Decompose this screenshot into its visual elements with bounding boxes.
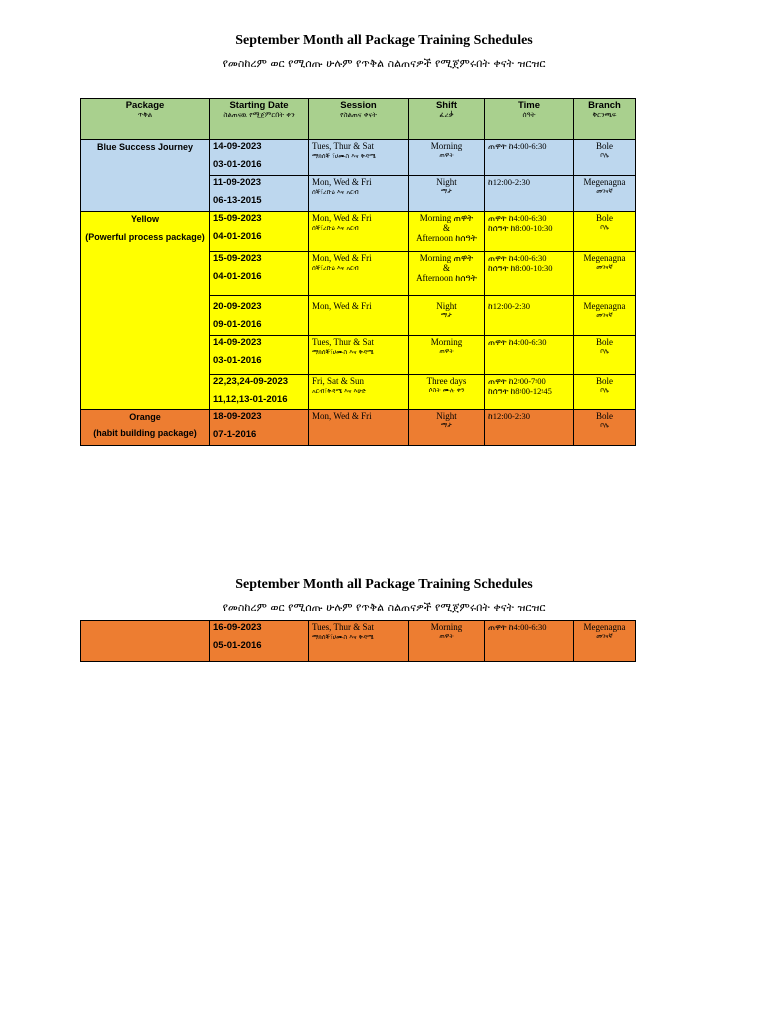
shift-cell: Morning ጠዋት & Afternoon ከሰዓት xyxy=(409,212,485,252)
branch-cell: Bole ቦሌ xyxy=(574,410,636,446)
date-cell: 14-09-2023 03-01-2016 xyxy=(210,140,309,176)
package-cell-yellow: Yellow (Powerful process package) xyxy=(81,212,210,410)
session-cell: Tues, Thur & Sat ማክሰኞ፣ሀሙስ እና ቅዳሜ xyxy=(309,336,409,375)
schedule-subtitle-2: የመስከረም ወር የሚሰጡ ሁሉም የጥቅል ስልጠናዎች የሚጀምሩበት ቀናት ዝርዝር xyxy=(222,601,546,614)
time-cell: ከ12:00-2:30 xyxy=(485,410,574,446)
date-cell: 11-09-2023 06-13-2015 xyxy=(210,176,309,212)
shift-cell: Night ማታ xyxy=(409,176,485,212)
header-shift: Shift ፈረቃ xyxy=(409,99,485,140)
shift-cell: Three days ሶስት ሙሉ ቀን xyxy=(409,375,485,410)
time-cell: ጠዋት ከ4:00-6:30 ከሰዓት ከ8:00-10:30 xyxy=(485,212,574,252)
date-cell: 16-09-2023 05-01-2016 xyxy=(210,621,309,662)
session-cell: Mon, Wed & Fri xyxy=(309,410,409,446)
session-cell: Mon, Wed & Fri ሰኞ፣ረቡዕ እና አርብ xyxy=(309,252,409,296)
branch-cell: Bole ቦሌ xyxy=(574,212,636,252)
date-cell: 22,23,24-09-2023 11,12,13-01-2016 xyxy=(210,375,309,410)
branch-cell: Bole ቦሌ xyxy=(574,336,636,375)
header-session: Session የስልጠና ቀናት xyxy=(309,99,409,140)
date-cell: 15-09-2023 04-01-2016 xyxy=(210,212,309,252)
shift-cell: Morning ጠዋት xyxy=(409,140,485,176)
time-cell: ከ12:00-2:30 xyxy=(485,176,574,212)
schedule-table-2 xyxy=(80,620,636,662)
header-starting-date: Starting Date ስልጠናዉ የሚጀምርበት ቀን xyxy=(210,99,309,140)
time-cell: ከ12:00-2:30 xyxy=(485,296,574,336)
shift-cell: Morning ጠዋት & Afternoon ከሰዓት xyxy=(409,252,485,296)
schedule-title-2: September Month all Package Training Schedules xyxy=(235,577,533,592)
schedule-table xyxy=(80,98,636,446)
date-cell: 15-09-2023 04-01-2016 xyxy=(210,252,309,296)
branch-cell: Bole ቦሌ xyxy=(574,375,636,410)
time-cell: ጠዋት ከ4:00-6:30 xyxy=(485,336,574,375)
header-package: Package ጥቅል xyxy=(81,99,210,140)
time-cell: ጠዋት ከ4:00-6:30 ከሰዓት ከ8:00-10:30 xyxy=(485,252,574,296)
schedule-title: September Month all Package Training Schedules xyxy=(235,33,533,48)
shift-cell: Night ማታ xyxy=(409,410,485,446)
time-cell: ጠዋት ከ2፡00-7፡00 ከሰዓት ከ8፡00-12፡45 xyxy=(485,375,574,410)
package-cell-orange: Orange (habit building package) xyxy=(81,410,210,446)
table-row xyxy=(81,212,636,252)
session-cell: Mon, Wed & Fri xyxy=(309,296,409,336)
branch-cell: Megenagna መገናኛ xyxy=(574,252,636,296)
shift-cell: Morning ጠዋት xyxy=(409,336,485,375)
session-cell: Tues, Thur & Sat ማክሰኞ ፣ሀሙስ እና ቅዳሜ xyxy=(309,140,409,176)
date-cell: 20-09-2023 09-01-2016 xyxy=(210,296,309,336)
shift-cell: Night ማታ xyxy=(409,296,485,336)
schedule-subtitle: የመስከረም ወር የሚሰጡ ሁሉም የጥቅል ስልጠናዎች የሚጀምሩበት ቀናት ዝርዝር xyxy=(222,57,546,70)
session-cell: Mon, Wed & Fri ሰኞ፣ረቡዕ እና አርብ xyxy=(309,176,409,212)
shift-cell: Morning ጠዋት xyxy=(409,621,485,662)
date-cell: 18-09-2023 07-1-2016 xyxy=(210,410,309,446)
package-cell-orange-2 xyxy=(81,621,210,662)
table-row xyxy=(81,621,636,662)
table-row xyxy=(81,140,636,176)
time-cell: ጠዋት ከ4:00-6:30 xyxy=(485,621,574,662)
session-cell: Tues, Thur & Sat ማክሰኞ፣ሀሙስ እና ቅዳሜ xyxy=(309,621,409,662)
branch-cell: Megenagna መገናኛ xyxy=(574,176,636,212)
session-cell: Fri, Sat & Sun አርብ፣ቅዳሜ እና እሁድ xyxy=(309,375,409,410)
time-cell: ጠዋት ከ4:00-6:30 xyxy=(485,140,574,176)
header-branch: Branch ቅርንጫፍ xyxy=(574,99,636,140)
date-cell: 14-09-2023 03-01-2016 xyxy=(210,336,309,375)
table-row xyxy=(81,410,636,446)
branch-cell: Megenagna መገናኛ xyxy=(574,296,636,336)
branch-cell: Bole ቦሌ xyxy=(574,140,636,176)
header-time: Time ሰዓት xyxy=(485,99,574,140)
branch-cell: Megenagna መገናኛ xyxy=(574,621,636,662)
package-cell-blue: Blue Success Journey xyxy=(81,140,210,212)
table-header-row xyxy=(81,99,636,140)
session-cell: Mon, Wed & Fri ሰኞ፣ረቡዕ እና አርብ xyxy=(309,212,409,252)
